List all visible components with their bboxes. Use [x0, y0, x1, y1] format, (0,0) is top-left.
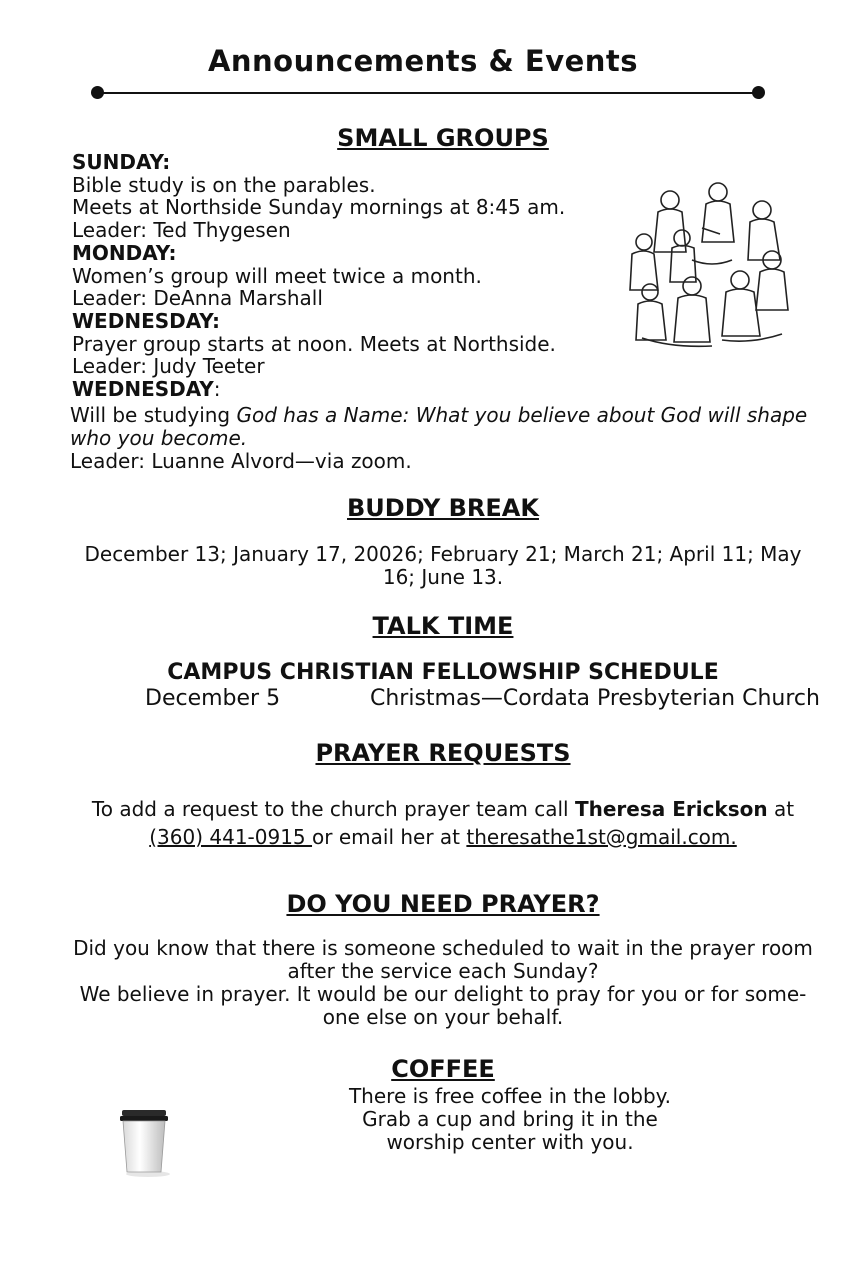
- prayer-line-2-mid: or email her at: [312, 825, 467, 849]
- need-prayer-line-3: We believe in prayer. It would be our delight to pray for you or for some-: [79, 982, 807, 1006]
- coffee-cup-icon: [116, 1106, 176, 1178]
- monday-leader: Leader: DeAnna Marshall: [72, 286, 323, 311]
- small-group-illustration: [622, 168, 800, 356]
- coffee-text: [330, 1085, 690, 1154]
- buddy-break-heading: BUDDY BREAK: [347, 494, 539, 522]
- sunday-leader: Leader: Ted Thygesen: [72, 218, 291, 243]
- sunday-line-2: Meets at Northside Sunday mornings at 8:45 am.: [72, 195, 566, 220]
- need-prayer-text: [0, 937, 846, 1029]
- book-title-line-2: who you become.: [70, 426, 248, 450]
- ccf-event: Christmas—Cordata Presbyterian Church: [370, 686, 820, 711]
- need-prayer-line-1: Did you know that there is someone scheduled to wait in the prayer room: [73, 936, 813, 960]
- wednesday-1-line-1: Prayer group starts at noon. Meets at Northside.: [72, 331, 556, 356]
- wednesday-2-leader: Leader: Luanne Alvord—via zoom.: [70, 449, 412, 473]
- wednesday-label-2-row: [72, 378, 565, 401]
- prayer-line-1-post: at: [767, 797, 795, 821]
- talk-time-heading: TALK TIME: [372, 612, 514, 640]
- need-prayer-line-4: one else on your behalf.: [322, 1005, 564, 1029]
- sunday-line-1: Bible study is on the parables.: [72, 172, 376, 197]
- wednesday-label-1: WEDNESDAY:: [72, 308, 221, 333]
- phone-link[interactable]: (360) 441-0915: [149, 825, 313, 849]
- prayer-line-1-pre: To add a request to the church prayer team call: [91, 797, 575, 821]
- wednesday-label-2: WEDNESDAY: [72, 377, 214, 402]
- prayer-requests-heading: PRAYER REQUESTS: [315, 739, 571, 767]
- small-groups-heading: SMALL GROUPS: [337, 124, 549, 152]
- title-rule: [98, 92, 760, 94]
- small-groups-list: [72, 151, 565, 401]
- coffee-heading: COFFEE: [391, 1055, 495, 1083]
- monday-line-1: Women’s group will meet twice a month.: [72, 263, 482, 288]
- ccf-date: December 5: [145, 686, 281, 711]
- prayer-requests-text: [0, 795, 846, 851]
- buddy-break-dates: [0, 543, 846, 589]
- contact-name: Theresa Erickson: [574, 797, 768, 821]
- monday-label: MONDAY:: [72, 240, 177, 265]
- buddy-break-line-2: 16; June 13.: [382, 565, 504, 589]
- wednesday-2-prefix: Will be studying: [70, 403, 237, 427]
- sunday-label: SUNDAY:: [72, 150, 171, 174]
- coffee-line-3: worship center with you.: [386, 1130, 634, 1154]
- wednesday-1-leader: Leader: Judy Teeter: [72, 354, 265, 379]
- ccf-schedule-title: CAMPUS CHRISTIAN FELLOWSHIP SCHEDULE: [167, 660, 719, 685]
- email-link[interactable]: theresathe1st@gmail.com.: [466, 825, 737, 849]
- wednesday-label-2-colon: :: [213, 377, 221, 402]
- coffee-line-2: Grab a cup and bring it in the: [362, 1107, 658, 1131]
- wednesday-2-description: [70, 404, 807, 473]
- buddy-break-line-1: December 13; January 17, 20026; February 21; March 21; April 11; May: [84, 542, 802, 566]
- page-title: Announcements & Events: [207, 44, 639, 78]
- rule-dot-right: [752, 86, 765, 99]
- coffee-line-1: There is free coffee in the lobby.: [348, 1084, 672, 1108]
- book-title-line-1: God has a Name: What you believe about God will shape: [236, 403, 808, 427]
- need-prayer-heading: DO YOU NEED PRAYER?: [286, 890, 600, 918]
- need-prayer-line-2: after the service each Sunday?: [287, 959, 599, 983]
